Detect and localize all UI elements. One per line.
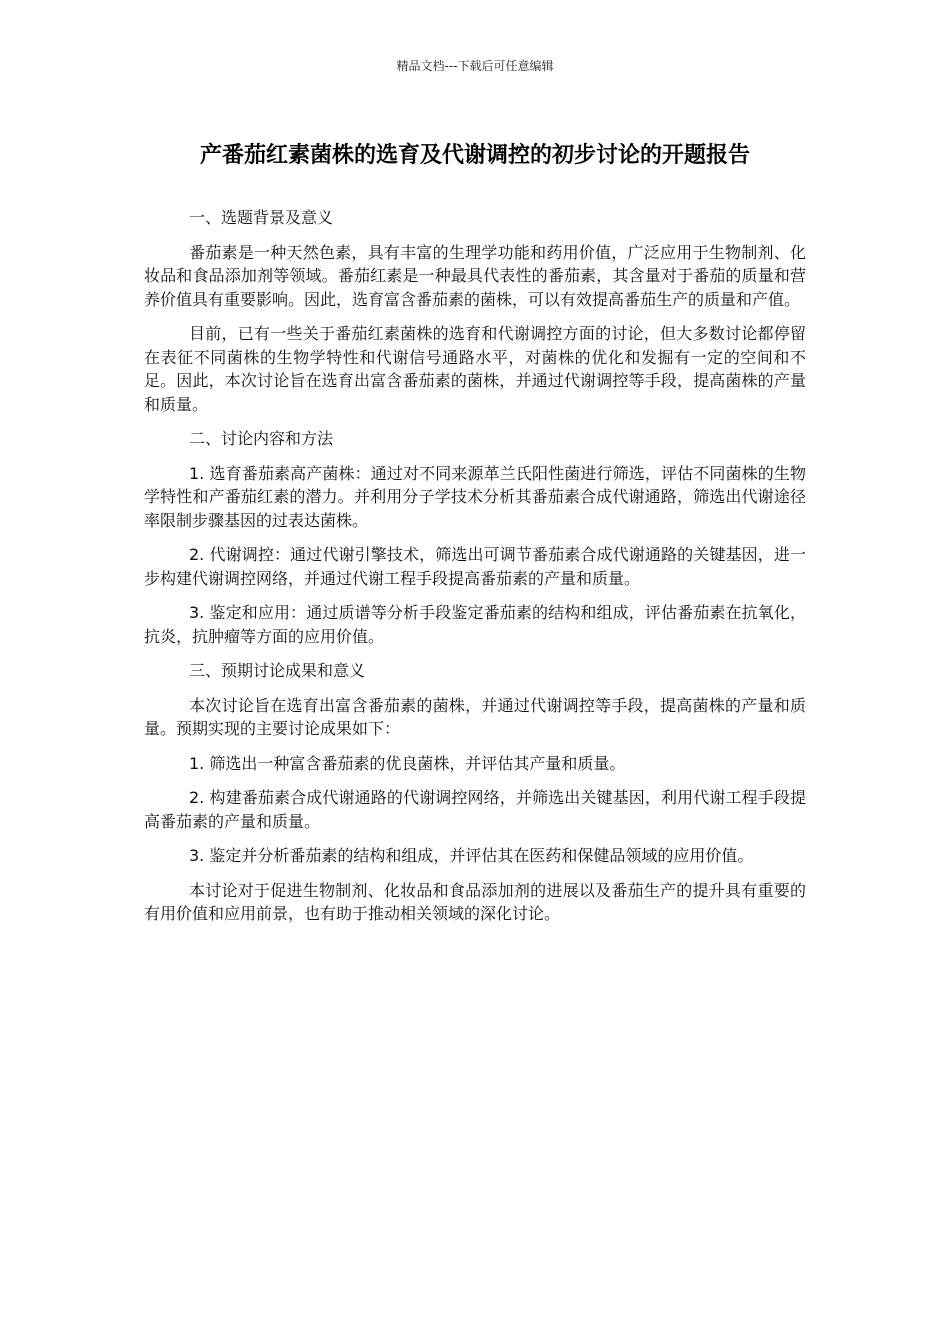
section-heading-3: 三、预期讨论成果和意义: [189, 661, 366, 680]
list-item: 1. 选育番茄素高产菌株：通过对不同来源革兰氏阳性菌进行筛选，评估不同菌株的生物学特性和产番茄红素的潜力。并利用分子学技术分析其番茄素合成代谢通路，筛选出代谢途径率限制步骤基因的过表达菌株。: [144, 463, 806, 530]
paragraph: 本讨论对于促进生物制剂、化妆品和食品添加剂的进展以及番茄生产的提升具有重要的有用价值和应用前景，也有助于推动相关领域的深化讨论。: [144, 880, 806, 923]
document-title: 产番茄红素菌株的选育及代谢调控的初步讨论的开题报告: [199, 143, 750, 168]
section-heading-1: 一、选题背景及意义: [189, 208, 334, 227]
list-item: 2. 代谢调控：通过代谢引擎技术，筛选出可调节番茄素合成代谢通路的关键基因，进一步构建代谢调控网络，并通过代谢工程手段提高番茄素的产量和质量。: [144, 545, 806, 588]
header-note: 精品文档---下载后可任意编辑: [396, 59, 554, 73]
list-item: 3. 鉴定并分析番茄素的结构和组成，并评估其在医药和保健品领域的应用价值。: [189, 846, 754, 865]
section-heading-2: 二、讨论内容和方法: [189, 429, 334, 448]
paragraph: 番茄素是一种天然色素，具有丰富的生理学功能和药用价值，广泛应用于生物制剂、化妆品和食品添加剂等领域。番茄红素是一种最具代表性的番茄素，其含量对于番茄的质量和营养价值具有重要影响。因此，选育富含番茄素的菌株，可以有效提高番茄生产的质量和产值。: [144, 242, 806, 309]
list-item: 1. 筛选出一种富含番茄素的优良菌株，并评估其产量和质量。: [189, 753, 626, 773]
paragraph: 目前，已有一些关于番茄红素菌株的选育和代谢调控方面的讨论，但大多数讨论都停留在表征不同菌株的生物学特性和代谢信号通路水平，对菌株的优化和发掘有一定的空间和不足。因此，本次讨论旨在选育出富含番茄素的菌株，并通过代谢调控等手段，提高菌株的产量和质量。: [144, 324, 806, 414]
list-item: 2. 构建番茄素合成代谢通路的代谢调控网络，并筛选出关键基因，利用代谢工程手段提高番茄素的产量和质量。: [144, 788, 806, 831]
list-item: 3. 鉴定和应用：通过质谱等分析手段鉴定番茄素的结构和组成，评估番茄素在抗氧化，抗炎，抗肿瘤等方面的应用价值。: [144, 603, 806, 646]
paragraph: 本次讨论旨在选育出富含番茄素的菌株，并通过代谢调控等手段，提高菌株的产量和质量。预期实现的主要讨论成果如下：: [144, 695, 806, 738]
document-body: [144, 206, 806, 937]
